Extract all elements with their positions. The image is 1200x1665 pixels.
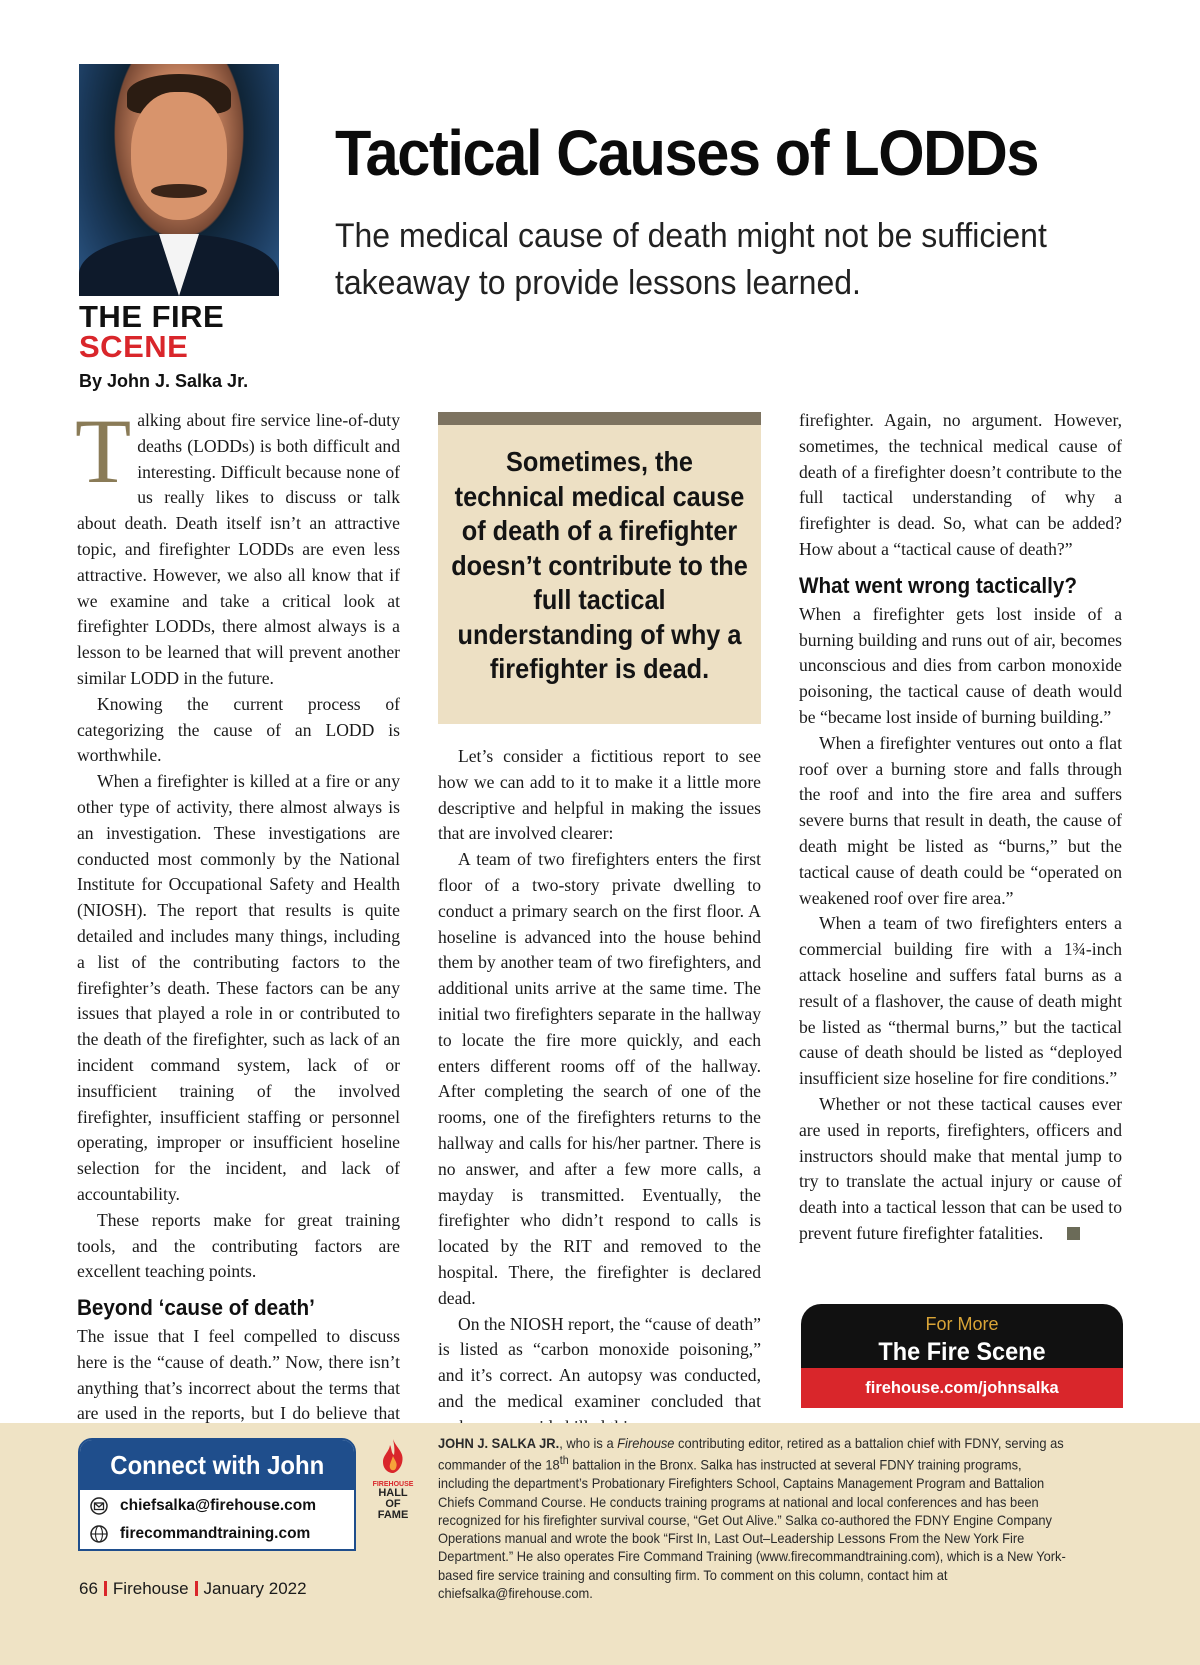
col2-paragraph-3: On the NIOSH report, the “cause of death” is listed as “carbon monoxide poisoning,” and it’s correct. An autopsy was conducted, and the medical examiner concluded that bbox=[438, 1313, 761, 1411]
col1-paragraph-1: alking about fire service line-of-duty deaths (LODDs) is both difficult and interesting. Difficult because none of us really likes to discuss or talk about death. Death itself isn’t an attractive topic, and firefighter LODDs are even less attractive. However, we also all know that if we examine and take a critical look at firefighter LODDs, there almost always is a lesson to be learned that will prevent another similar LODD in the future. bbox=[77, 410, 400, 688]
col3-paragraph-5: Whether or not these tactical causes ever are used in reports, firefighters, officers and instructors should make that mental jump to try to translate the actual injury or cause of death into a tactical lesson that can be used to prevent future firefighter fatalities. bbox=[799, 1093, 1122, 1243]
drop-cap: T bbox=[75, 400, 132, 502]
connect-website[interactable]: firecommandtraining.com bbox=[120, 1525, 311, 1542]
hall-of-fame-logo: FIREHOUSE HALL OF FAME bbox=[370, 1438, 416, 1528]
col3-paragraph-3: When a firefighter ventures out onto a flat roof over a burning store and falls through the roof and into the fire area and suffers severe burns that result in death, the cause of death might be listed as “burns,” but the tactical cause of death could be “operated on weakened roof over fire area.” bbox=[799, 732, 1122, 908]
for-more-title: The Fire Scene bbox=[878, 1338, 1046, 1366]
subhead-what-went-wrong: What went wrong tactically? bbox=[799, 572, 1078, 598]
folio-date: January 2022 bbox=[203, 1579, 307, 1598]
author-bio: JOHN J. SALKA JR., who is a Firehouse contributing editor, retired as a battalion chief with FDNY, serving as commander of the 18th battalion in the Bronx. Salka has instructed at several FDNY training programs, including the department’s Probationary Firefighters School, Captains Management Program and Battalion Chiefs Command Course. He conducts training programs at national and local conferences and has been recognized for his firefighter survival course, “Get Out Alive.” Salka co-authored the FDNY Engine Company Operations manual and wrote the book “First In, Last Out–Leadership Lessons From the New York Fire Department.” He also operates Fire Command Training (www.firecommandtraining.com), which is a New York-based fire service training and consulting firm. To comment on this column, contact him at chiefsalka@firehouse.com. bbox=[438, 1435, 1066, 1602]
connect-email[interactable]: chiefsalka@firehouse.com bbox=[120, 1497, 317, 1514]
page-folio bbox=[79, 1579, 307, 1599]
globe-icon bbox=[90, 1525, 108, 1543]
page-number: 66 bbox=[79, 1579, 98, 1598]
col1-paragraph-3: When a firefighter is killed at a fire or any other type of activity, there almost always is an investigation. These investigations are conducted most commonly by the National Institute for Occupational Safety and Health (NIOSH). The report that results is quite detailed and includes many things, including a list of the contributing factors to the firefighter’s death. These factors can be any issues that played a role in or contributed to the death of the firefighter, such as lack of an incident command system, lack of or insufficient training of the involved firefighter, insufficient staffing or personnel operating, improper or insufficient hoseline selection for the incident, and lack of accountability. bbox=[77, 771, 400, 1204]
for-more-link[interactable]: firehouse.com/johnsalka bbox=[801, 1368, 1123, 1408]
col1-paragraph-4: These reports make for great training tools, and the contributing factors are excellent teaching points. bbox=[77, 1209, 400, 1282]
byline: By John J. Salka Jr. bbox=[79, 371, 249, 391]
connect-box bbox=[78, 1438, 356, 1551]
department-title bbox=[79, 299, 225, 364]
bio-author-name: JOHN J. SALKA JR. bbox=[438, 1435, 560, 1451]
author-photo bbox=[79, 64, 279, 296]
connect-title: Connect with John bbox=[80, 1440, 354, 1490]
deck: The medical cause of death might not be sufficient takeaway to provide lessons learned. bbox=[335, 217, 1047, 302]
folio-magazine: Firehouse bbox=[112, 1579, 189, 1598]
department-title-line1: THE FIRE bbox=[79, 299, 225, 334]
connect-website-row[interactable] bbox=[90, 1522, 354, 1546]
col1-paragraph-2: Knowing the current process of categorizing the cause of an LODD is worthwhile. bbox=[77, 693, 400, 766]
end-mark-icon bbox=[1067, 1227, 1080, 1240]
column-3 bbox=[799, 408, 1122, 1247]
col3-paragraph-1: firefighter. Again, no argument. However, sometimes, the technical medical cause of death of a firefighter doesn’t contribute to the full tactical understanding of why a firefighter is dead. So, what can be added? How about a “tactical cause of death?” bbox=[799, 410, 1122, 559]
for-more-label: For More bbox=[925, 1314, 999, 1334]
column-1 bbox=[75, 400, 400, 1453]
for-more-box[interactable] bbox=[801, 1304, 1123, 1408]
col1-paragraph-5: The issue that I feel compelled to discuss here is the “cause of death.” Now, there isn’t anything that’s incorrect about the terms that are used in the reports, but I do believe that bbox=[77, 1326, 400, 1424]
col3-paragraph-2: When a firefighter gets lost inside of a burning building and runs out of air, becomes unconscious and dies from carbon monoxide poisoning, the tactical cause of death would be “became lost inside of burning building.” bbox=[799, 603, 1122, 727]
flame-icon bbox=[378, 1438, 408, 1474]
subhead-beyond-cause: Beyond ‘cause of death’ bbox=[77, 1295, 315, 1321]
column-2 bbox=[438, 744, 761, 1441]
col3-paragraph-4: When a team of two firefighters enters a commercial building fire with a 1¾-inch attack hoseline and suffers fatal burns as a result of a flashover, the cause of death might be listed as “thermal burns,” but the tactical cause of death should be listed as “deployed insufficient size hoseline for fire conditions.” bbox=[799, 913, 1122, 1089]
headline: Tactical Causes of LODDs bbox=[335, 117, 1039, 189]
col2-paragraph-2: A team of two firefighters enters the first floor of a two-story private dwelling to conduct a primary search on the first floor. A hoseline is advanced into the house behind them by another team of two firefighters, and additional units arrive at the same time. The initial two firefighters separate in the hallway to locate the fire more quickly, and each enters different rooms off of the hallway. After completing the search of one of the rooms, one of the firefighters returns to the hallway and calls for his/her partner. There is no answer, and after a few more calls, a mayday is transmitted. Eventually, the firefighter who didn’t respond to calls is located by the RIT and removed to the hospital. There, the firefighter is declared dead. bbox=[438, 849, 761, 1308]
connect-email-row[interactable] bbox=[90, 1494, 354, 1518]
department-title-line2: SCENE bbox=[79, 329, 189, 364]
pull-quote: Sometimes, the technical medical cause of death of a firefighter doesn’t contribute to the full tactical understanding of why a firefighter is dead. bbox=[438, 412, 761, 724]
col2-paragraph-1: Let’s consider a fictitious report to see how we can add to it to make it a little more descriptive and helpful in making the issues that are involved clearer: bbox=[438, 746, 761, 844]
email-icon bbox=[90, 1497, 108, 1515]
